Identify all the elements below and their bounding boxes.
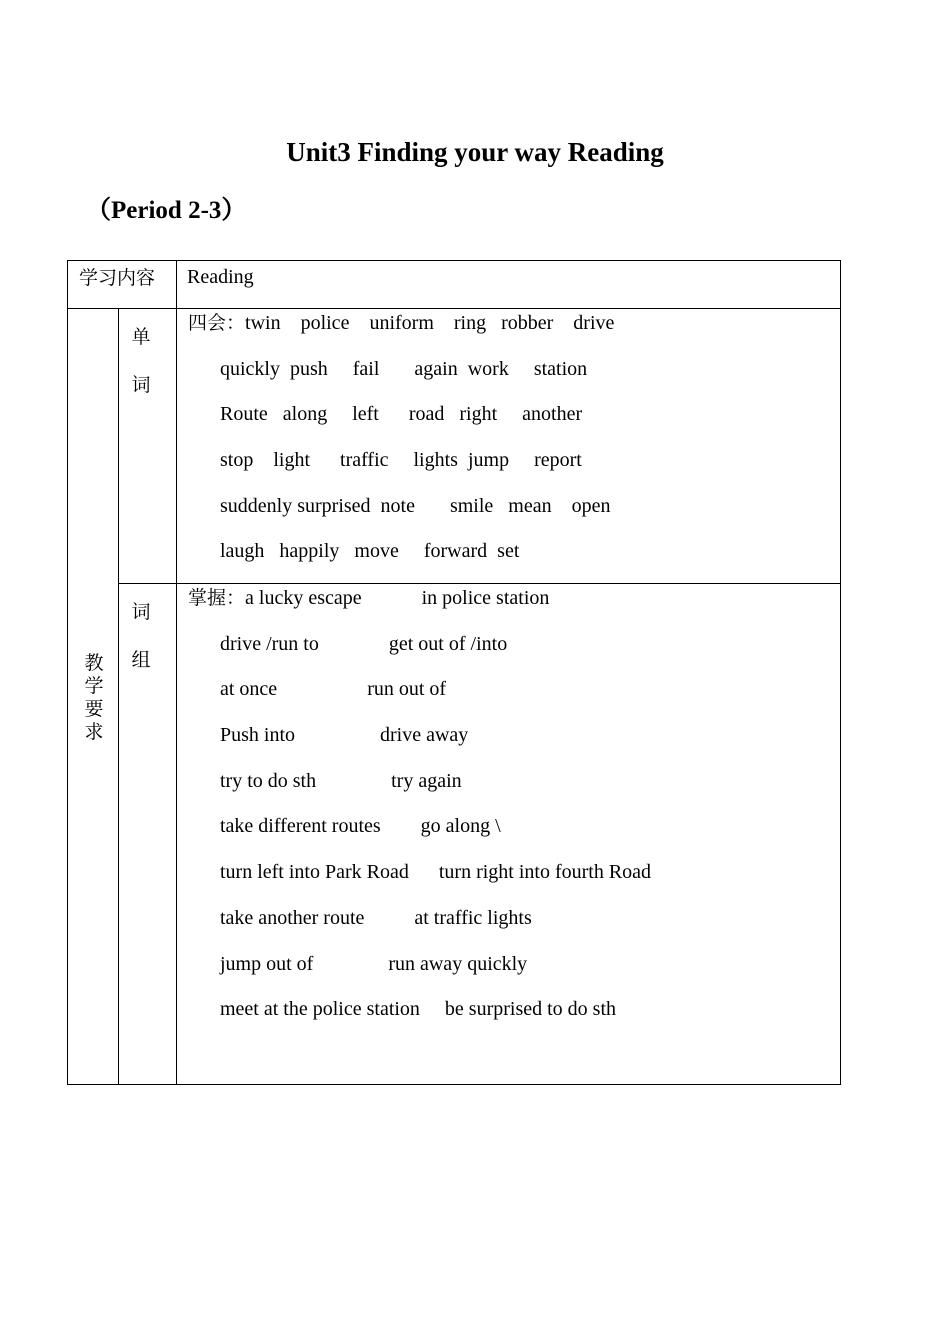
words-list [188, 301, 614, 575]
list-item: take another route at traffic lights [220, 906, 532, 929]
study-content-value: Reading [187, 266, 254, 288]
column-divider [176, 261, 177, 1084]
teaching-requirements-label: 教 学 要 求 [84, 652, 104, 743]
phrases-label: 词 组 [131, 601, 151, 671]
list-item: try to do sth try again [220, 769, 462, 792]
column-divider [118, 308, 119, 1084]
list-item: laugh happily move forward set [220, 540, 520, 563]
document-title: Unit3 Finding your way Reading [286, 137, 664, 167]
list-item: take different routes go along \ [220, 815, 501, 838]
list-item: Push into drive away [220, 724, 469, 747]
list-item: drive /run to get out of /into [220, 632, 508, 655]
list-item: stop light traffic lights jump report [220, 449, 582, 472]
list-item: meet at the police station be surprised to do sth [220, 998, 617, 1021]
phrases-list [188, 576, 651, 1033]
list-item: jump out of run away quickly [220, 952, 528, 975]
lesson-table [67, 260, 841, 1085]
list-item: 掌握：a lucky escape in police station [188, 587, 550, 609]
study-content-label: 学习内容 [79, 267, 156, 289]
list-item: 四会：twin police uniform ring robber drive [188, 312, 615, 334]
list-item: at once run out of [220, 678, 447, 701]
list-item: quickly push fail again work station [220, 357, 588, 380]
list-item: turn left into Park Road turn right into fourth Road [220, 861, 652, 884]
list-item: Route along left road right another [220, 403, 583, 426]
words-label: 单 词 [131, 326, 151, 396]
list-item: suddenly surprised note smile mean open [220, 494, 611, 517]
period-subtitle: （Period 2-3） [86, 197, 247, 224]
